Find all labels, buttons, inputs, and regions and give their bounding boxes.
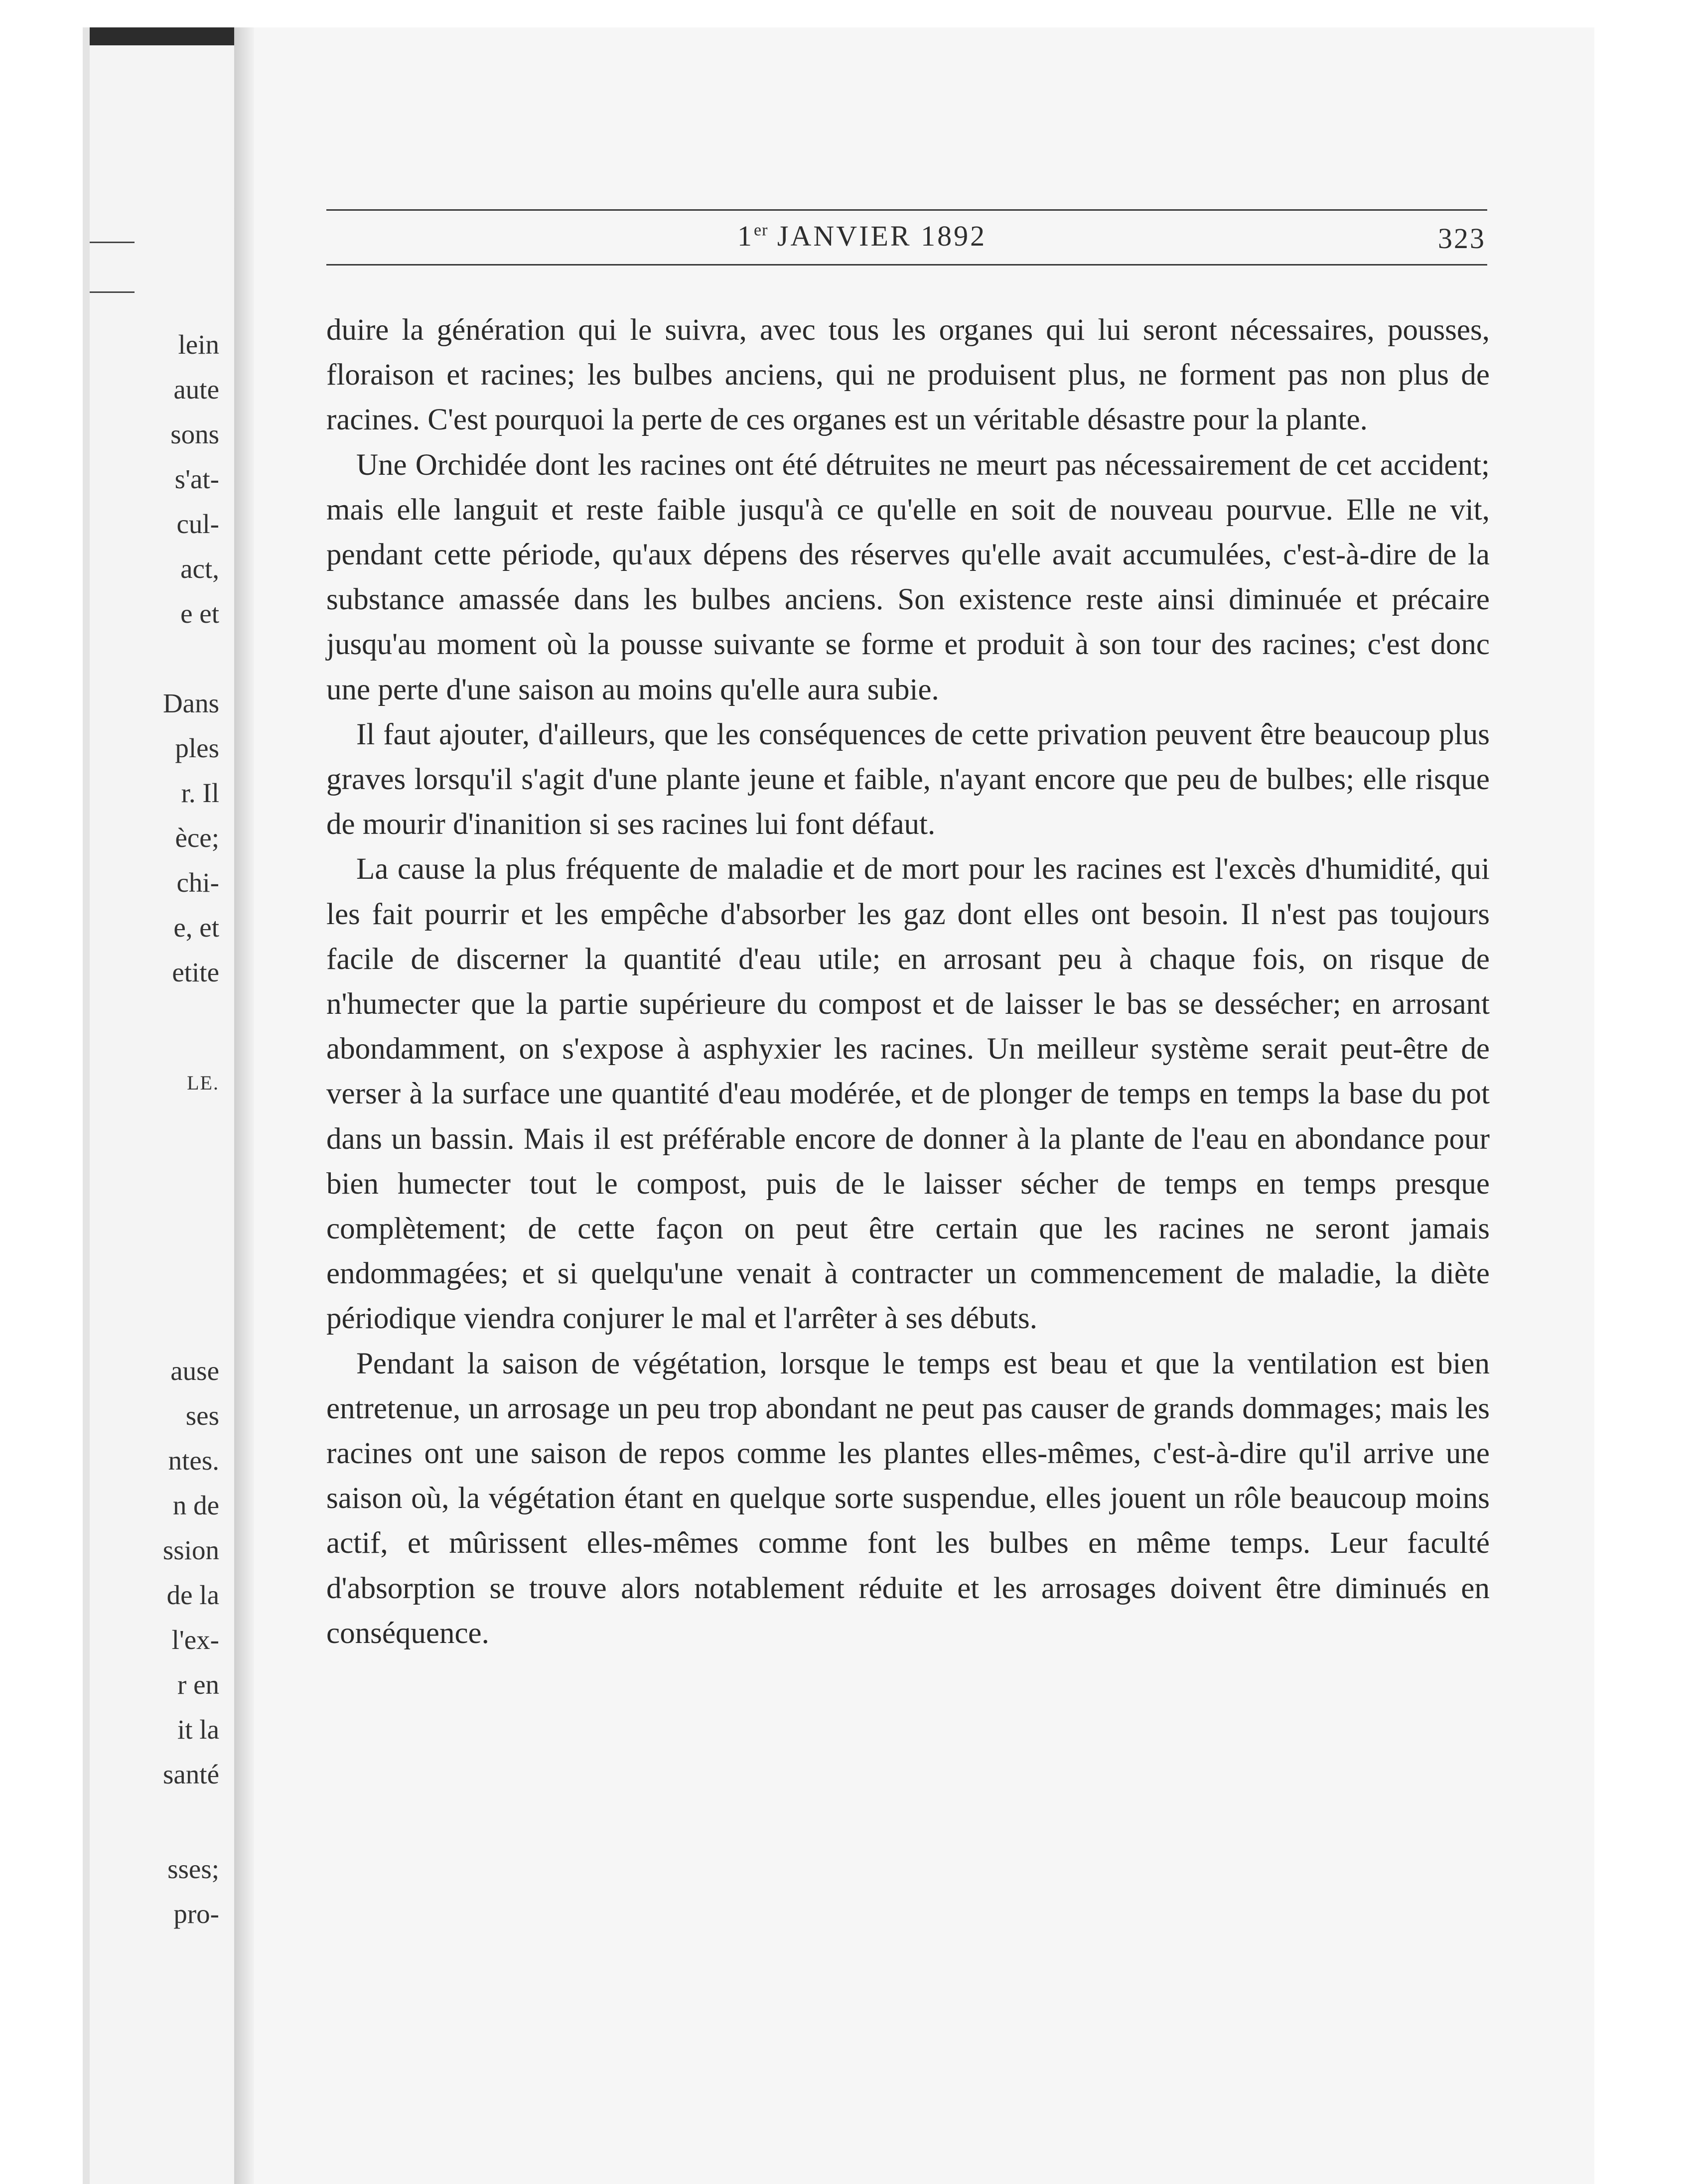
facing-page-fragment: LE. bbox=[187, 1072, 219, 1094]
paragraph: Pendant la saison de végétation, lorsque le temps est beau et que la ventilation est bien entretenue, un arrosage un peu trop abondant ne peut pas causer de grands dommages; mais les racines ont une saison de repos comme les plantes elles-mêmes, c'est-à-dire qu'il arrive une saison où, la végétation étant en quelque sorte suspendue, elles jouent un rôle beaucoup moins actif, et mûrissent elles-mêmes comme font les bulbes en même temps. Leur faculté d'absorption se trouve alors notablement réduite et les arrosages doivent être diminués en conséquence. bbox=[326, 1347, 1490, 1650]
facing-page-fragment: pro- bbox=[173, 1899, 219, 1929]
facing-page-fragment: sons bbox=[170, 419, 219, 449]
paragraph: Une Orchidée dont les racines ont été détruites ne meurt pas nécessairement de cet accident; mais elle languit et reste faible jusqu'à ce qu'elle en soit de nouveau pourvue. Elle ne vit, pendant cette période, qu'aux dépens des réserves qu'elle avait accumulées, c'est-à-dire de la substance amassée dans les bulbes anciens. Son existence reste ainsi diminuée et précaire jusqu'au moment où la pousse suivante se forme et produit à son tour des racines; c'est donc une perte d'une saison au moins qu'elle aura subie. bbox=[326, 448, 1490, 706]
facing-page-fragment: act, bbox=[180, 553, 219, 584]
facing-page-fragment: sses; bbox=[167, 1854, 219, 1884]
facing-page-fragment: it la bbox=[177, 1714, 219, 1745]
facing-page-fragment: etite bbox=[172, 957, 219, 987]
facing-page-fragment: lein bbox=[178, 329, 219, 360]
facing-page-fragment: èce; bbox=[175, 822, 219, 853]
paragraph: duire la génération qui le suivra, avec tous les organes qui lui seront nécessaires, pousses, floraison et racines; les bulbes anciens, qui ne produisent plus, ne forment pas non plus de racines. C'est pourquoi la perte de ces organes est un véritable désastre pour la plante. bbox=[326, 313, 1490, 437]
facing-page-fragment: e et bbox=[180, 598, 219, 629]
running-head-ordinal: 1 bbox=[737, 220, 754, 252]
running-head-sup: er bbox=[754, 221, 768, 240]
facing-page-fragment: ssion bbox=[162, 1535, 219, 1565]
scan-background bbox=[0, 0, 85, 2184]
body-text bbox=[326, 308, 1490, 1656]
facing-page-fragment: l'ex- bbox=[171, 1625, 219, 1655]
facing-page-rule bbox=[85, 291, 135, 293]
facing-page-fragment: cul- bbox=[176, 509, 219, 539]
facing-page-fragment: Dans bbox=[162, 688, 219, 718]
paragraph: Il faut ajouter, d'ailleurs, que les conséquences de cette privation peuvent être beaucoup plus graves lorsqu'il s'agit d'une plante jeune et faible, n'ayant encore que peu de bulbes; elle risque de mourir d'inanition si ses racines lui font défaut. bbox=[326, 717, 1490, 841]
paragraph: La cause la plus fréquente de maladie et de mort pour les racines est l'excès d'humidité, qui les fait pourrir et les empêche d'absorber les gaz dont elles ont besoin. Il n'est pas toujours facile de discerner la quantité d'eau utile; en arrosant peu à chaque fois, on risque de n'humecter que la partie supérieure du compost et de laisser le bas se dessécher; en arrosant abondamment, on s'expose à asphyxier les racines. Un meilleur système serait peut-être de verser à la surface une quantité d'eau modérée, et de plonger de temps en temps la base du pot dans un bassin. Mais il est préférable encore de donner à la plante de l'eau en abondance pour bien humecter tout le compost, puis de le laisser sécher de temps en temps presque complètement; de cette façon on peut être certain que les racines ne seront jamais endommagées; et si quelqu'une venait à contracter un commencement de maladie, la diète périodique viendra conjurer le mal et l'arrêter à ses débuts. bbox=[326, 852, 1490, 1336]
facing-page-fragment: ses bbox=[185, 1400, 219, 1431]
facing-page-fragment: santé bbox=[162, 1759, 219, 1789]
facing-page-fragment: s'at- bbox=[174, 464, 219, 494]
facing-page-fragment: r. Il bbox=[181, 778, 219, 808]
facing-page-left bbox=[85, 27, 234, 2184]
header-rule-bottom bbox=[326, 264, 1487, 266]
book-cover-edge bbox=[83, 27, 247, 45]
running-head bbox=[737, 219, 986, 253]
facing-page-fragment: n de bbox=[172, 1490, 219, 1520]
scan-margin bbox=[1594, 0, 1690, 2184]
facing-page-fragment: ples bbox=[175, 733, 219, 763]
page-edge bbox=[83, 27, 90, 2184]
facing-page-fragment: aute bbox=[173, 374, 219, 405]
facing-page-fragment: ntes. bbox=[168, 1445, 219, 1476]
running-head-date: JANVIER 1892 bbox=[777, 220, 987, 252]
book-gutter bbox=[234, 27, 254, 2184]
header-rule-top bbox=[326, 209, 1487, 211]
facing-page-rule bbox=[85, 242, 135, 243]
facing-page-fragment: de la bbox=[166, 1580, 219, 1610]
facing-page-fragment: r en bbox=[177, 1669, 219, 1700]
facing-page-fragment: e, et bbox=[173, 912, 219, 943]
facing-page-fragment: ause bbox=[170, 1356, 219, 1386]
facing-page-fragment: chi- bbox=[176, 867, 219, 898]
page-number: 323 bbox=[1438, 222, 1486, 255]
